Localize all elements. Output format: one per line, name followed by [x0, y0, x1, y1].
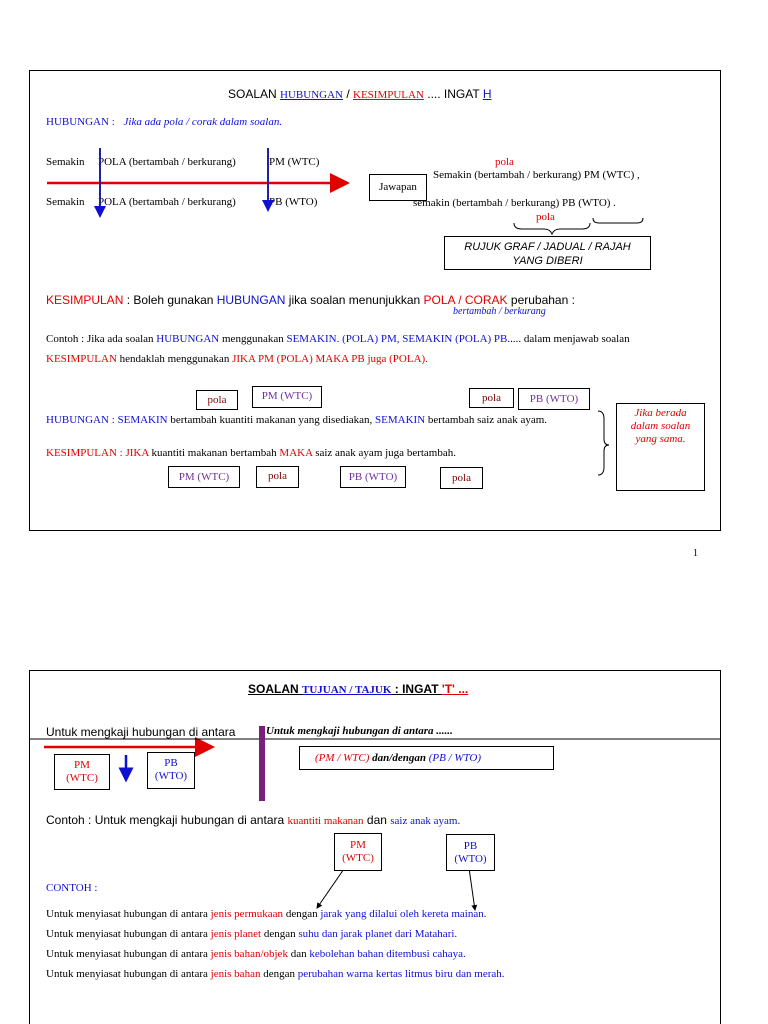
row2-semakin: Semakin — [46, 196, 85, 208]
box-pola-4: pola — [440, 467, 483, 489]
example-line-2: Untuk menyiasat hubungan di antara jenis planet dengan suhu dan jarak planet dari Matahari. — [46, 928, 458, 940]
example-hubungan: HUBUNGAN : SEMAKIN bertambah kuantiti makanan yang disediakan, SEMAKIN bertambah saiz anak ayam. — [46, 414, 548, 426]
brace-1 — [514, 223, 590, 234]
example-kesimpulan: KESIMPULAN : JIKA kuantiti makanan bertambah MAKA saiz anak ayam juga bertambah. — [46, 447, 456, 459]
answer-line-2: semakin (bertambah / berkurang) PB (WTO) . — [413, 197, 616, 209]
contoh-line-2: KESIMPULAN hendaklah menggunakan JIKA PM (POLA) MAKA PB juga (POLA). — [46, 353, 428, 365]
box-pola-1: pola — [196, 390, 238, 410]
answer-line-1: Semakin (bertambah / berkurang) PM (WTC) , — [433, 169, 640, 181]
pb-box-1: PB (WTO) — [147, 752, 195, 789]
page-number: 1 — [693, 548, 698, 559]
contoh-line-1: Contoh : Jika ada soalan HUBUNGAN menggunakan SEMAKIN. (POLA) PM, SEMAKIN (POLA) PB..... dalam menjawab soalan — [46, 333, 630, 345]
untuk-left: Untuk mengkaji hubungan di antara — [46, 725, 236, 739]
example-line-4: Untuk menyiasat hubungan di antara jenis bahan dengan perubahan warna kertas litmus biru dan merah. — [46, 968, 505, 980]
untuk-right: Untuk mengkaji hubungan di antara ...... — [266, 725, 453, 737]
box-pb-2: PB (WTO) — [340, 466, 406, 488]
kesimpulan-sub: bertambah / berkurang — [453, 306, 546, 317]
box-pb-1: PB (WTO) — [518, 388, 590, 410]
jawapan-box: Jawapan — [369, 174, 427, 201]
formula-box: (PM / WTC) dan/dengan (PB / WTO) — [299, 746, 554, 770]
hubungan-intro: HUBUNGAN : Jika ada pola / corak dalam soalan. — [46, 116, 283, 128]
box-pola-2: pola — [469, 388, 514, 408]
box-pm-2: PM (WTC) — [168, 466, 240, 488]
box-pola-3: pola — [256, 466, 299, 488]
rujuk-box: RUJUK GRAF / JADUAL / RAJAH YANG DIBERI — [444, 236, 651, 270]
side-note-box: Jika berada dalam soalan yang sama. — [616, 403, 705, 491]
row2-pola: POLA (bertambah / berkurang) — [98, 196, 236, 208]
page2-contoh: Contoh : Untuk mengkaji hubungan di antara kuantiti makanan dan saiz anak ayam. — [46, 813, 461, 827]
pola-label-2: pola — [536, 211, 555, 223]
pb-box-2: PB (WTO) — [446, 834, 495, 871]
row1-pm: PM (WTC) — [269, 156, 320, 168]
page1-title: SOALAN HUBUNGAN / KESIMPULAN .... INGAT H — [228, 87, 492, 101]
side-brace — [598, 411, 609, 475]
pm-box-1: PM (WTC) — [54, 754, 110, 790]
example-line-3: Untuk menyiasat hubungan di antara jenis bahan/objek dan kebolehan bahan ditembusi cahaya. — [46, 948, 466, 960]
pola-label-1: pola — [495, 156, 514, 168]
kesimpulan-line: KESIMPULAN : Boleh gunakan HUBUNGAN jika soalan menunjukkan POLA / CORAK perubahan : — [46, 293, 575, 307]
example-line-1: Untuk menyiasat hubungan di antara jenis permukaan dengan jarak yang dilalui oleh kereta mainan. — [46, 908, 487, 920]
row1-pola: POLA (bertambah / berkurang) — [98, 156, 236, 168]
contoh-heading: CONTOH : — [46, 882, 98, 894]
brace-2 — [593, 218, 643, 223]
box-pm-1: PM (WTC) — [252, 386, 322, 408]
row2-pb: PB (WTO) — [269, 196, 318, 208]
row1-semakin: Semakin — [46, 156, 85, 168]
pm-box-2: PM (WTC) — [334, 833, 382, 871]
page2-title: SOALAN TUJUAN / TAJUK : INGAT 'T' ... — [248, 682, 469, 696]
